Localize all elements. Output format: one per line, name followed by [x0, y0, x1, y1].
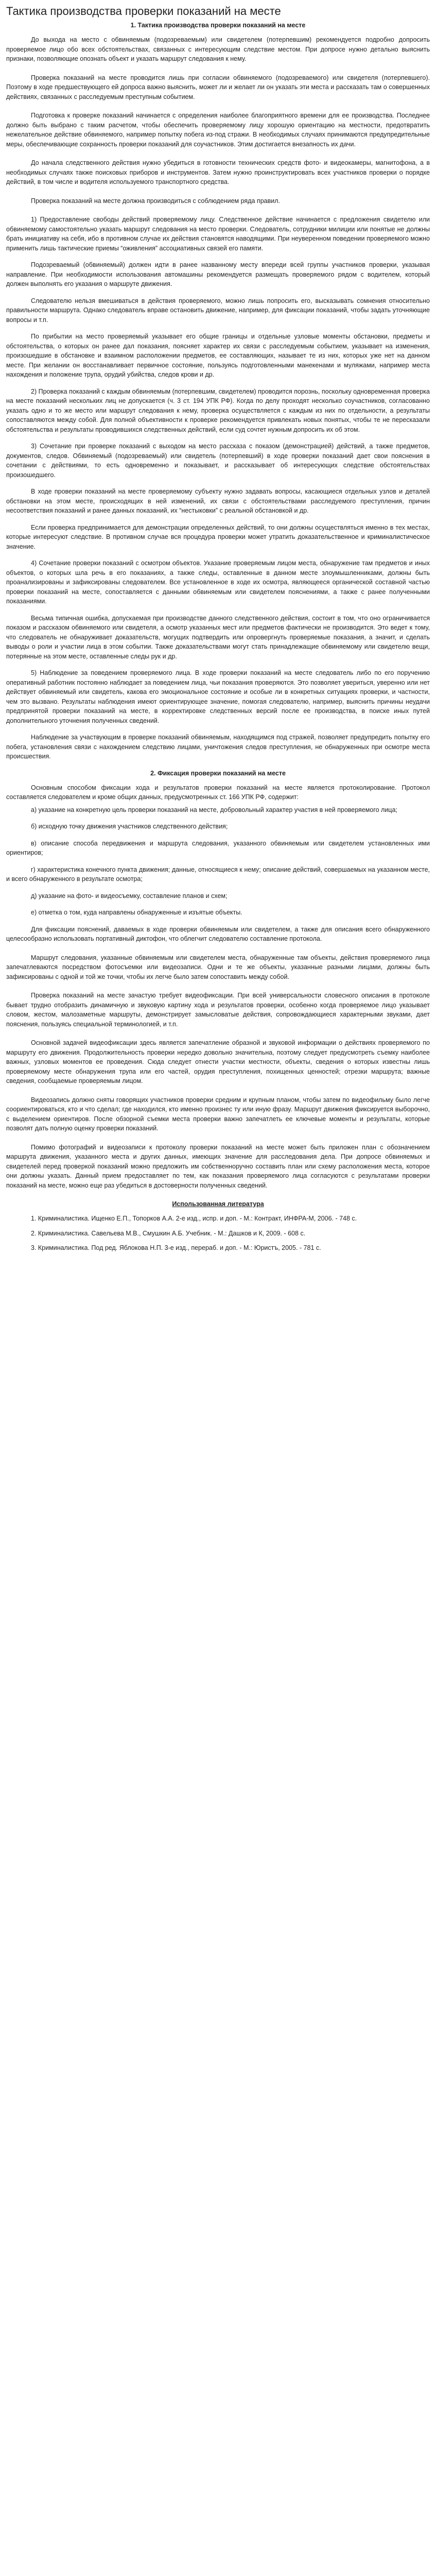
references-list: [6, 1214, 430, 1253]
paragraph: Видеозапись должно сняты говорящих участников проверки средним и крупным планом, чтобы затем по видеофильму было легче соориентироваться, кто и что сделал; где находился, кто именно произнес ту или иную фразу. Маршрут движения фиксируется выборочно, с выделением ориентиров. После обзорной съемки места проверки важно запечатлеть ее ключевые моменты и результаты, которые позволят дать полную оценку проверки показаний.: [6, 1096, 430, 1132]
list-item: Подозреваемый (обвиняемый) должен идти в ранее названному месту впереди всей группы участников проверки, указывая направление. При необходимости использования автомашины рекомендуется размещать проверяемого рядом с водителем, который должен выполнять его указания о маршруте движения.: [6, 261, 430, 287]
list-item: 3) Сочетание при проверке показаний с выходом на место рассказа с показом (демонстрацией) действий, а также предметов, документов, следов. Обвиняемый (подозреваемый) или свидетель (потерпевший) в ходе проверки показаний дает свои пояснения в сочетании с действиями, то есть одновременно и показывает, и рассказывает об интересующих следствие обстоятельствах произошедшего.: [6, 443, 430, 479]
list-item: 1) Предоставление свободы действий проверяемому лицу. Следственное действие начинается с предложения свидетелю или обвиняемому самостоятельно указать маршрут следования на место проверки. Следователь, сотрудники милиции или понятые не должны брать инициативу на себя, ибо в противном случае их действия становятся наводящими. При неуверенном поведении проверяемого можно применить лишь тактические приемы “оживления” ассоциативных связей его памяти.: [6, 216, 430, 252]
list-item: Весьма типичная ошибка, допускаемая при производстве данного следственного действия, состоит в том, что оно ограничивается показом и рассказом обвиняемого или свидетеля, а осмотр указанных мест или предметов фактически не производится. Это ведет к тому, что следователь не обнаруживает доказательств, могущих подтвердить или опровергнуть проверяемые показания, а значит, и сделать выводы о роли и участии лица в этом событии. Также доказательствами могут стать принадлежащие обвиняемому или свидетелю вещи, потерянные на этом месте, оставленные следы рук и др.: [6, 614, 430, 660]
paragraph: Проверка показаний на месте должна производиться с соблюдением ряда правил.: [31, 197, 280, 205]
list-item: Наблюдение за участвующим в проверке показаний обвиняемым, находящимся под стражей, позволяет предупредить попытку его побега, установления связи с нахождением следствию лицами, уничтожения следов преступления, не обнаруженных при осмотре места происшествия.: [6, 734, 430, 760]
section-1-heading: 1. Тактика производства проверки показаний на месте: [130, 22, 306, 29]
paragraph: Маршрут следования, указанные обвиняемым или свидетелем места, обнаруженные там объекты, действия проверяемого лица запечатлеваются посредством фотосъемки или видеозаписи. Одни и те же объекты, указанные разными лицами, должны быть зафиксированы с одной и той же точки, чтобы их легче было затем сопоставить между собой.: [6, 954, 430, 980]
paragraph: Проверка показаний на месте проводится лишь при согласии обвиняемого (подозреваемого) или свидетеля (потерпевшего). Поэтому в ходе предшествующего ей допроса важно выяснить, может ли и желает ли он указать эти места и рассказать там о совершенных действиях, связанных с расследуемым преступным событием.: [6, 74, 430, 100]
protocol-item: г) характеристика конечного пункта движения; данные, относящиеся к нему; описание действий, совершаемых на указанном месте, и всего обнаруженного в результате осмотра;: [6, 866, 430, 883]
paragraph: Помимо фотографий и видеозаписи к протоколу проверки показаний на месте может быть приложен план с обозначением маршрута движения, указанного места и других данных, имеющих значение для расследования дела. При допросе обвиняемых и свидетелей перед проверкой показаний можно предложить им собственноручно составить план или схему расположения места, которое они должны указать. Данный прием предоставляет по тем, как показания проверяемого лица согласуются с результатами проверки показаний на месте, можно еще раз убедиться в достоверности полученных сведений.: [6, 1143, 430, 1189]
list-item: По прибытии на место проверяемый указывает его общие границы и отдельные узловые моменты обстановки, предметы и обстоятельства, о которых он ранее дал показания, поясняет характер их связи с расследуемым событием, указывает на изменения, произошедшие в обстановке и взаимном расположении предметов, ее составляющих, называет те из них, которых уже нет на данном месте. При желании он восстанавливает первичное состояние, пользуясь подготовленными манекенами и муляжами, например места нахождения и положение трупа, орудий убийства, следов крови и др.: [6, 333, 430, 378]
document-page: [0, 0, 436, 1270]
paragraph: Проверка показаний на месте зачастую требует видеофиксации. При всей универсальности словесного описания в протоколе бывает трудно отобразить динамичную и звуковую картину хода и результатов проверки, особенно когда проверяемое лицо указывает словом, жестом, малозаметные маршруты, демонстрирует замысловатые действия, сопровождающиеся характерными звуками, дает пояснения, пользуясь специальной терминологией, и т.п.: [6, 992, 430, 1028]
section-2-paragraphs: [6, 925, 430, 1191]
protocol-item: д) указание на фото- и видеосъемку, составление планов и схем;: [31, 892, 228, 900]
references-heading: [6, 1199, 430, 1209]
list-item: В ходе проверки показаний на месте проверяемому субъекту нужно задавать вопросы, касающиеся отдельных узлов и деталей обстановки на этом месте, происходящих в ней изменений, их связи с обстоятельствами расследуемого преступления, причин несоответствия показаний и ранее данных показаний, их “нестыковки” с реальной обстановкой и др.: [6, 488, 430, 514]
list-item: Если проверка предпринимается для демонстрации определенных действий, то они должны осуществляться именно в тех местах, которые интересуют следствие. В противном случае вся процедура проверки может утратить доказательственное и криминалистическое значение.: [6, 523, 430, 550]
paragraph: Основным способом фиксации хода и результатов проверки показаний на месте является протоколирование. Протокол составляется следователем и кроме общих данных, предусмотренных ст. 166 УПК РФ, содержит:: [6, 784, 430, 801]
reference-item: 3. Криминалистика. Под ред. Яблокова Н.П. 3-е изд., перераб. и доп. - М.: Юристъ, 2005. - 781 с.: [31, 1244, 321, 1251]
list-item: 4) Сочетание проверки показаний с осмотром объектов. Указание проверяемым лицом места, обнаружение там предметов и иных объектов, о которых шла речь в его показаниях, а также следы, оставленные в данном месте злоумышленниками, должны быть проанализированы и зафиксированы следователем. Все установленное в ходе их осмотра, являющееся органической составной частью проверки показаний на месте, сопоставляется с данными обвиняемым или свидетелем пояснениями, а также с ранее полученными показаниями.: [6, 560, 430, 605]
protocol-item: е) отметка о том, куда направлены обнаруженные и изъятые объекты.: [31, 909, 242, 916]
section-2-items: [6, 805, 430, 918]
paragraph: Для фиксации пояснений, даваемых в ходе проверки обвиняемым или свидетелем, а также для описания всего обнаруженного целесообразно использовать портативный диктофон, что облегчит следователю составление протокола.: [6, 925, 430, 942]
section-2-heading: 2. Фиксация проверки показаний на месте: [150, 769, 286, 777]
protocol-item: в) описание способа передвижения и маршрута следования, указанного обвиняемым или свидетелем установленных ими ориентиров;: [6, 839, 430, 856]
paragraph: Основной задачей видеофиксации здесь является запечатление образной и звуковой информации о действиях проверяемого по маршруту его движения. Продолжительность проверки нередко довольно значительна, поэтому следует предусмотреть съемку наиболее важных, узловых моментов ее проведения. Сюда следует отнести участки местности, объекты, сведения о которых известны лишь проверяемому месте обнаружения трупа или его частей, орудия преступления, похищенных ценностей; отрезки маршрута; важные сведения, сообщаемые проверяемым лицом.: [6, 1039, 430, 1084]
section-1-list: [6, 215, 430, 761]
protocol-item: б) исходную точку движения участников следственного действия;: [31, 823, 228, 830]
list-item: Следователю нельзя вмешиваться в действия проверяемого, можно лишь попросить его, высказывать сомнения относительно правильности маршрута. Однако следователь вправе остановить движение, например, для фиксации показаний, чтобы задать уточняющие вопросы и т.п.: [6, 297, 430, 324]
list-item: 2) Проверка показаний с каждым обвиняемым (потерпевшим, свидетелем) проводится порознь, поскольку одновременная проверка на месте показаний нескольких лиц не допускается (ч. 3 ст. 194 УПК РФ). Когда по делу проходят несколько соучастников, согласованно указать одно и то же место или маршрут следования к нему, проверка осуществляется с каждым из них по отдельности, а результаты сопоставляются между собой. Для полной объективности к проверке рекомендуется привлекать новых понятых, чтобы те не пересказали обстоятельства и результаты проводившихся следственных действий, если суд сочтет нужным допросить их об этом.: [6, 387, 430, 433]
paragraph: Подготовка к проверке показаний начинается с определения наиболее благоприятного времени для ее производства. Последнее должно быть выбрано с таким расчетом, чтобы обеспечить проверяемому лицу хорошую ориентацию на местности, предотвратить нежелательное действие обвиняемого, например попытку побега из-под стражи. В необходимых случаях принимаются предупредительные меры, обеспечивающие сохранность проверки показаний для соучастников. Этим достигается внезапность их дачи.: [6, 112, 430, 148]
section-2-intro: [6, 783, 430, 802]
reference-item: 2. Криминалистика. Савельева М.В., Смушкин А.Б. Учебник. - М.: Дашков и К, 2009. - 608 с.: [31, 1229, 306, 1237]
section-1-paragraphs: [6, 35, 430, 206]
paragraph: До начала следственного действия нужно убедиться в готовности технических средств фото- и видеокамеры, магнитофона, а в необходимых случаях также поисковых приборов и инструментов. Затем нужно проинструктировать всех участников проверки о порядке действий, в том числе и водителя используемого транспортного средства.: [6, 159, 430, 185]
references-heading-text: Использованная литература: [172, 1200, 264, 1208]
list-item: 5) Наблюдение за поведением проверяемого лица. В ходе проверки показаний на месте следователь либо по его поручению оперативный работник постоянно наблюдает за поведением лица, чьи показания проверяются. Это позволяет увериться, уверенно или нет действует обвиняемый или свидетель, какова его эмоциональное состояние и особые ли в конкретных ситуациях проверки, и частности, чем это вызвано. Результаты наблюдения имеют ориентирующее значение, помогая следователю, например, выяснить причины неудачи предпринятой проверки показаний на месте, в корректировке следственных версий после ее производства, в поиске иных путей дополнительного уточнения полученных сведений.: [6, 669, 430, 724]
protocol-item: а) указание на конкретную цель проверки показаний на месте, добровольный характер участия в ней проверяемого лица;: [31, 806, 397, 814]
reference-item: 1. Криминалистика. Ищенко Е.П., Топорков А.А. 2-е изд., испр. и доп. - М.: Контракт, ИНФРА-М, 2006. - 748 с.: [31, 1215, 357, 1222]
paragraph: До выхода на место с обвиняемым (подозреваемым) или свидетелем (потерпевшим) рекомендуется подробно допросить проверяемое лицо обо всех обстоятельствах, связанных с интересующим следствие местом. При допросе нужно детально выяснить признаки, позволяющие опознать объект и указать маршрут следования к нему.: [6, 36, 430, 62]
document-title: Тактика производства проверки показаний на месте: [6, 5, 281, 18]
